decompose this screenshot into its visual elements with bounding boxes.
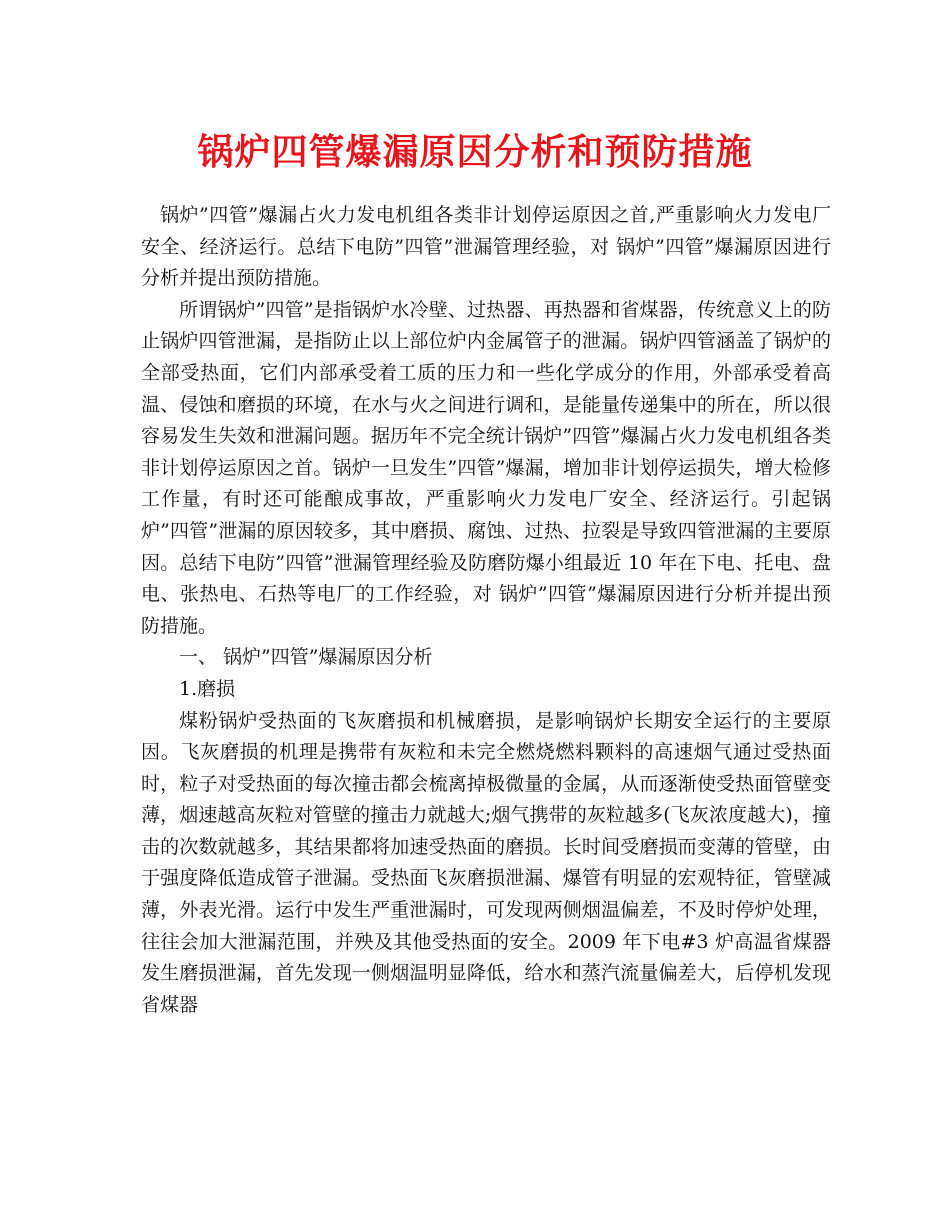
document-body	[141, 200, 831, 1021]
document-title: 锅炉四管爆漏原因分析和预防措施	[197, 131, 753, 173]
intro-paragraph: 锅炉”四管”爆漏占火力发电机组各类非计划停运原因之首,严重影响火力发电厂安全、经济运行。总结下电防”四管”泄漏管理经验，对 锅炉”四管”爆漏原因进行分析并提出预防措施。	[141, 204, 831, 290]
section-heading: 一、 锅炉”四管”爆漏原因分析	[179, 646, 433, 669]
definition-paragraph: 所谓锅炉”四管”是指锅炉水冷壁、过热器、再热器和省煤器，传统意义上的防止锅炉四管泄漏，是指防止以上部位炉内金属管子的泄漏。锅炉四管涵盖了锅炉的全部受热面，它们内部承受着工质的压力和一些化学成分的作用，外部承受着高温、侵蚀和磨损的环境，在水与火之间进行调和，是能量传递集中的所在，所以很容易发生失效和泄漏问题。据历年不完全统计锅炉”四管”爆漏占火力发电机组各类非计划停运原因之首。锅炉一旦发生”四管”爆漏，增加非计划停运损失，增大检修工作量，有时还可能酿成事故，严重影响火力发电厂安全、经济运行。引起锅炉”四管”泄漏的原因较多，其中磨损、腐蚀、过热、拉裂是导致四管泄漏的主要原因。总结下电防”四管”泄漏管理经验及防磨防爆小组最近 10 年在下电、托电、盘电、张热电、石热等电厂的工作经验，对 锅炉”四管”爆漏原因进行分析并提出预防措施。	[141, 298, 831, 637]
subsection-heading: 1.磨损	[179, 677, 236, 700]
wear-paragraph: 煤粉锅炉受热面的飞灰磨损和机械磨损，是影响锅炉长期安全运行的主要原因。飞灰磨损的机理是携带有灰粒和未完全燃烧燃料颗料的高速烟气通过受热面时，粒子对受热面的每次撞击都会梳离掉极微量的金属，从而逐渐使受热面管壁变薄，烟速越高灰粒对管壁的撞击力就越大;烟气携带的灰粒越多(飞灰浓度越大)，撞击的次数就越多，其结果都将加速受热面的磨损。长时间受磨损而变薄的管壁，由于强度降低造成管子泄漏。受热面飞灰磨损泄漏、爆管有明显的宏观特征，管壁减薄，外表光滑。运行中发生严重泄漏时，可发现两侧烟温偏差，不及时停炉处理，往往会加大泄漏范围，并殃及其他受热面的安全。2009 年下电#3 炉高温省煤器发生磨损泄漏，首先发现一侧烟温明显降低，给水和蒸汽流量偏差大，后停机发现省煤器	[141, 709, 831, 1016]
